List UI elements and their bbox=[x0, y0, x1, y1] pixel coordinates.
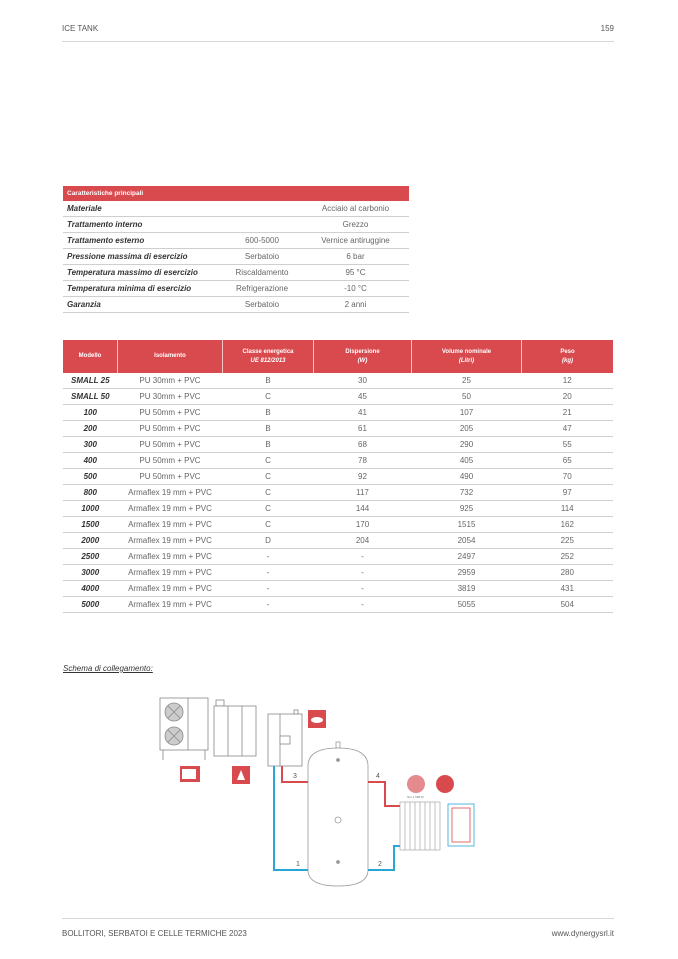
svg-text:3: 3 bbox=[293, 773, 297, 780]
cell-model: 5000 bbox=[63, 597, 118, 613]
cell-volume: 405 bbox=[412, 453, 522, 469]
cell-insulation: Armaflex 19 mm + PVC bbox=[118, 565, 223, 581]
cell-model: 2500 bbox=[63, 549, 118, 565]
characteristic-condition: 600-5000 bbox=[222, 233, 302, 249]
cell-volume: 1515 bbox=[412, 517, 522, 533]
cell-dispersion: 30 bbox=[314, 373, 412, 389]
cell-weight: 97 bbox=[522, 485, 614, 501]
page-header bbox=[62, 24, 614, 42]
schema-title: Schema di collegamento: bbox=[63, 664, 153, 673]
cell-model: 2000 bbox=[63, 533, 118, 549]
cell-weight: 65 bbox=[522, 453, 614, 469]
floor-heating-icon bbox=[448, 804, 474, 846]
cell-insulation: Armaflex 19 mm + PVC bbox=[118, 581, 223, 597]
table-row bbox=[63, 373, 613, 389]
cell-weight: 47 bbox=[522, 421, 614, 437]
cell-weight: 20 bbox=[522, 389, 614, 405]
cell-volume: 2959 bbox=[412, 565, 522, 581]
table-row bbox=[63, 405, 613, 421]
radiator-badge bbox=[407, 775, 425, 793]
table-row bbox=[63, 597, 613, 613]
cell-insulation: PU 30mm + PVC bbox=[118, 373, 223, 389]
cell-insulation: Armaflex 19 mm + PVC bbox=[118, 485, 223, 501]
cell-weight: 21 bbox=[522, 405, 614, 421]
storage-tank bbox=[308, 742, 368, 886]
cell-volume: 290 bbox=[412, 437, 522, 453]
characteristic-label: Trattamento interno bbox=[63, 217, 222, 233]
cell-volume: 5055 bbox=[412, 597, 522, 613]
table-row bbox=[63, 421, 613, 437]
page-number: 159 bbox=[600, 24, 614, 33]
main-characteristics-table bbox=[63, 186, 409, 313]
col-header-model: Modello bbox=[63, 340, 118, 373]
cell-model: SMALL 50 bbox=[63, 389, 118, 405]
website-link[interactable]: www.dynergysrl.it bbox=[551, 929, 614, 938]
cell-weight: 280 bbox=[522, 565, 614, 581]
cell-energy-class: B bbox=[223, 373, 314, 389]
cell-energy-class: C bbox=[223, 485, 314, 501]
cold-pipe-2 bbox=[368, 846, 400, 870]
cell-energy-class: B bbox=[223, 405, 314, 421]
cell-energy-class: C bbox=[223, 469, 314, 485]
cooling-badge bbox=[436, 775, 454, 793]
cell-insulation: Armaflex 19 mm + PVC bbox=[118, 533, 223, 549]
cell-insulation: PU 50mm + PVC bbox=[118, 405, 223, 421]
characteristic-row bbox=[63, 281, 409, 297]
cell-insulation: Armaflex 19 mm + PVC bbox=[118, 501, 223, 517]
cell-model: 200 bbox=[63, 421, 118, 437]
characteristic-value: 6 bar bbox=[302, 249, 409, 265]
col-header-energy-class: Classe energetica UE 812/2013 bbox=[223, 340, 314, 373]
cell-insulation: Armaflex 19 mm + PVC bbox=[118, 549, 223, 565]
hot-pipe-4 bbox=[368, 782, 402, 806]
characteristic-value: Vernice antiruggine bbox=[302, 233, 409, 249]
characteristic-value: Grezzo bbox=[302, 217, 409, 233]
cell-model: 800 bbox=[63, 485, 118, 501]
table-row bbox=[63, 565, 613, 581]
page-footer bbox=[62, 918, 614, 938]
cell-insulation: PU 50mm + PVC bbox=[118, 437, 223, 453]
table-row bbox=[63, 437, 613, 453]
table-row bbox=[63, 389, 613, 405]
models-table bbox=[63, 340, 613, 613]
cell-dispersion: - bbox=[314, 597, 412, 613]
characteristic-label: Garanzia bbox=[63, 297, 222, 313]
cell-dispersion: 45 bbox=[314, 389, 412, 405]
cell-weight: 12 bbox=[522, 373, 614, 389]
characteristic-condition: Riscaldamento bbox=[222, 265, 302, 281]
table-row bbox=[63, 469, 613, 485]
cell-volume: 50 bbox=[412, 389, 522, 405]
section-title: ICE TANK bbox=[62, 24, 99, 33]
characteristic-row bbox=[63, 249, 409, 265]
col-header-dispersion: Dispersione (W) bbox=[314, 340, 412, 373]
cell-dispersion: - bbox=[314, 549, 412, 565]
connection-diagram bbox=[150, 690, 490, 890]
characteristic-row bbox=[63, 297, 409, 313]
cell-model: SMALL 25 bbox=[63, 373, 118, 389]
table-row bbox=[63, 485, 613, 501]
col-header-insulation: Isolamento bbox=[118, 340, 223, 373]
cell-model: 400 bbox=[63, 453, 118, 469]
col-header-weight: Peso (kg) bbox=[522, 340, 614, 373]
cell-model: 300 bbox=[63, 437, 118, 453]
cell-model: 1500 bbox=[63, 517, 118, 533]
characteristic-value: Acciaio al carbonio bbox=[302, 201, 409, 217]
col-header-volume: Volume nominale (Litri) bbox=[412, 340, 522, 373]
cell-dispersion: 92 bbox=[314, 469, 412, 485]
heat-pump-icon bbox=[160, 698, 208, 760]
characteristic-row bbox=[63, 201, 409, 217]
cell-dispersion: 41 bbox=[314, 405, 412, 421]
cell-energy-class: - bbox=[223, 597, 314, 613]
cell-weight: 504 bbox=[522, 597, 614, 613]
cell-model: 4000 bbox=[63, 581, 118, 597]
biomass-boiler-icon bbox=[214, 700, 256, 756]
characteristic-condition: Serbatoio bbox=[222, 249, 302, 265]
cell-weight: 252 bbox=[522, 549, 614, 565]
catalog-title: BOLLITORI, SERBATOI E CELLE TERMICHE 2023 bbox=[62, 929, 247, 938]
cell-dispersion: - bbox=[314, 581, 412, 597]
characteristic-value: 2 anni bbox=[302, 297, 409, 313]
table-row bbox=[63, 517, 613, 533]
characteristic-value: 95 °C bbox=[302, 265, 409, 281]
cell-energy-class: - bbox=[223, 581, 314, 597]
cell-volume: 2497 bbox=[412, 549, 522, 565]
cell-energy-class: C bbox=[223, 517, 314, 533]
cell-model: 500 bbox=[63, 469, 118, 485]
cell-insulation: PU 50mm + PVC bbox=[118, 453, 223, 469]
characteristic-condition: Refrigerazione bbox=[222, 281, 302, 297]
cell-model: 3000 bbox=[63, 565, 118, 581]
cell-volume: 107 bbox=[412, 405, 522, 421]
characteristic-label: Trattamento esterno bbox=[63, 233, 222, 249]
cell-energy-class: D bbox=[223, 533, 314, 549]
table-row bbox=[63, 501, 613, 517]
svg-text:1: 1 bbox=[296, 861, 300, 868]
cell-dispersion: 170 bbox=[314, 517, 412, 533]
cell-volume: 205 bbox=[412, 421, 522, 437]
svg-text:4: 4 bbox=[376, 773, 380, 780]
characteristic-label: Pressione massima di esercizio bbox=[63, 249, 222, 265]
svg-text:2: 2 bbox=[378, 861, 382, 868]
characteristic-label: Materiale bbox=[63, 201, 222, 217]
cell-insulation: Armaflex 19 mm + PVC bbox=[118, 597, 223, 613]
characteristic-row bbox=[63, 217, 409, 233]
cell-weight: 431 bbox=[522, 581, 614, 597]
cell-weight: 70 bbox=[522, 469, 614, 485]
table-row bbox=[63, 533, 613, 549]
main-characteristics-title: Caratteristiche principali bbox=[63, 186, 409, 201]
characteristic-label: Temperatura minima di esercizio bbox=[63, 281, 222, 297]
cell-dispersion: 204 bbox=[314, 533, 412, 549]
cell-energy-class: - bbox=[223, 565, 314, 581]
cell-weight: 162 bbox=[522, 517, 614, 533]
cell-volume: 2054 bbox=[412, 533, 522, 549]
cell-volume: 732 bbox=[412, 485, 522, 501]
cell-energy-class: C bbox=[223, 389, 314, 405]
table-row bbox=[63, 549, 613, 565]
radiator-label: fino a 588 liri bbox=[407, 795, 425, 799]
characteristic-label: Temperatura massimo di esercizio bbox=[63, 265, 222, 281]
cell-insulation: PU 30mm + PVC bbox=[118, 389, 223, 405]
cell-energy-class: C bbox=[223, 453, 314, 469]
cell-volume: 3819 bbox=[412, 581, 522, 597]
cell-volume: 490 bbox=[412, 469, 522, 485]
cell-energy-class: B bbox=[223, 421, 314, 437]
cell-dispersion: - bbox=[314, 565, 412, 581]
cell-energy-class: C bbox=[223, 501, 314, 517]
table-row bbox=[63, 453, 613, 469]
cell-weight: 114 bbox=[522, 501, 614, 517]
characteristic-row bbox=[63, 233, 409, 249]
characteristic-condition bbox=[222, 217, 302, 233]
cell-energy-class: - bbox=[223, 549, 314, 565]
cell-dispersion: 61 bbox=[314, 421, 412, 437]
characteristic-value: -10 °C bbox=[302, 281, 409, 297]
cell-insulation: PU 50mm + PVC bbox=[118, 421, 223, 437]
characteristic-condition bbox=[222, 201, 302, 217]
characteristic-condition: Serbatoio bbox=[222, 297, 302, 313]
cell-weight: 55 bbox=[522, 437, 614, 453]
radiator-icon bbox=[400, 802, 440, 850]
cell-dispersion: 68 bbox=[314, 437, 412, 453]
table-row bbox=[63, 581, 613, 597]
cell-model: 100 bbox=[63, 405, 118, 421]
cell-model: 1000 bbox=[63, 501, 118, 517]
gas-boiler-icon bbox=[268, 710, 302, 766]
cell-volume: 25 bbox=[412, 373, 522, 389]
cell-dispersion: 144 bbox=[314, 501, 412, 517]
cell-weight: 225 bbox=[522, 533, 614, 549]
cell-insulation: Armaflex 19 mm + PVC bbox=[118, 517, 223, 533]
characteristic-row bbox=[63, 265, 409, 281]
cell-insulation: PU 50mm + PVC bbox=[118, 469, 223, 485]
cell-dispersion: 78 bbox=[314, 453, 412, 469]
cell-dispersion: 117 bbox=[314, 485, 412, 501]
cell-volume: 925 bbox=[412, 501, 522, 517]
cell-energy-class: B bbox=[223, 437, 314, 453]
